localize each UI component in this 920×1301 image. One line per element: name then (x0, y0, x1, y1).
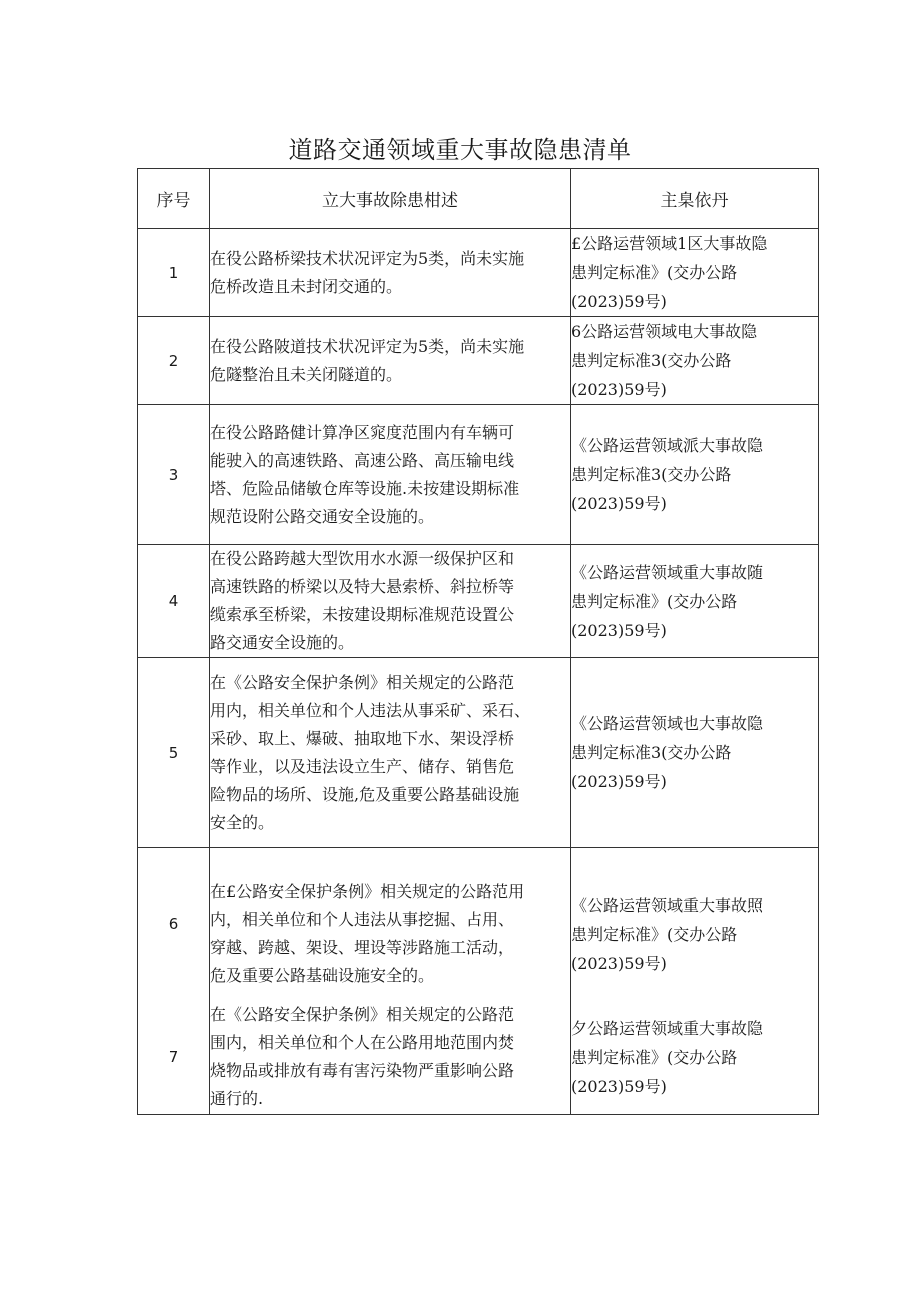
row-description (210, 658, 571, 848)
row-no: 5 (138, 658, 210, 848)
table-header-row (138, 169, 819, 229)
table-row (138, 229, 819, 317)
header-basis: 主臬依丹 (571, 169, 819, 229)
table-row (138, 848, 819, 1001)
row-basis (571, 545, 819, 658)
row-no: 3 (138, 405, 210, 545)
basis-text: 《公路运营领域也大事故隐 患判定标准3(交办公路 (2023)59号) (571, 714, 764, 791)
row-description (210, 545, 571, 658)
row-basis (571, 229, 819, 317)
description-text: 在£公路安全保护条例》相关规定的公路范用 内，相关单位和个人违法从事挖掘、占用、 穿越、跨越、架设、埋设等涉路施工活动， 危及重要公路基础设施安全的。 (210, 882, 525, 986)
row-no: 4 (138, 545, 210, 658)
description-text: 在役公路跨越大型饮用水水源一级保护区和 高速铁路的桥梁以及特大悬索桥、斜拉桥等 缆索承至桥梁，未按建设期标准规范设置公 路交通安全设施的。 (210, 549, 515, 652)
description-text: 在役公路陂道技术状况评定为5类，尚未实施 危隧整治且未关闭隧道的。 (210, 336, 525, 384)
description-text: 在役公路路健计算净区窕度范围内有车辆可 能驶入的高速铁路、高速公路、高压输电线 塔、危险品储敏仓库等设施.未按建设期标准 规范设附公路交通安全设施的。 (210, 422, 520, 526)
row-no: 1 (138, 229, 210, 317)
table-row (138, 1001, 819, 1115)
header-description: 立大事故除患柑述 (210, 169, 571, 229)
description-text: 在《公路安全保护条例》相关规定的公路范 围内，相关单位和个人在公路用地范围内焚 烧物品或排放有毒有害污染物严重影响公路 通行的. (210, 1005, 515, 1109)
row-description (210, 1001, 571, 1115)
header-no: 序号 (138, 169, 210, 229)
row-basis (571, 405, 819, 545)
row-basis (571, 1001, 819, 1115)
row-description (210, 229, 571, 317)
table-row (138, 658, 819, 848)
basis-text: 夕公路运营领域重大事故隐 患判定标准》(交办公路 (2023)59号) (571, 1018, 764, 1096)
row-no: 2 (138, 317, 210, 405)
row-basis (571, 848, 819, 1001)
table-row (138, 545, 819, 658)
hazard-list-table (137, 168, 819, 1115)
basis-text: £公路运营领域1区大事故隐 患判定标准》(交办公路 (2023)59号) (571, 234, 768, 311)
basis-text: 《公路运营领域重大事故随 患判定标准》(交办公路 (2023)59号) (571, 562, 764, 640)
row-no: 6 (138, 848, 210, 1001)
basis-text: 6公路运营领域电大事故隐 患判定标准3(交办公路 (2023)59号) (571, 322, 758, 399)
row-no: 7 (138, 1001, 210, 1115)
row-description (210, 848, 571, 1001)
row-description (210, 405, 571, 545)
row-description (210, 317, 571, 405)
row-basis (571, 658, 819, 848)
row-basis (571, 317, 819, 405)
description-text: 在《公路安全保护条例》相关规定的公路范 用内，相关单位和个人违法从事采矿、采石、 采砂、取上、爆破、抽取地下水、架设浮桥 等作业，以及违法设立生产、储存、销售危 险物品的场所、设施,危及重要公路基础设施 安全的。 (210, 672, 531, 832)
table-row (138, 317, 819, 405)
table-row (138, 405, 819, 545)
description-text: 在役公路桥梁技术状况评定为5类，尚未实施 危桥改造且未封闭交通的。 (210, 248, 525, 296)
page-title: 道路交通领域重大事故隐患清单 (288, 136, 632, 164)
basis-text: 《公路运营领域派大事故隐 患判定标准3(交办公路 (2023)59号) (571, 436, 764, 513)
basis-text: 《公路运营领域重大事故照 患判定标准》(交办公路 (2023)59号) (571, 895, 764, 973)
